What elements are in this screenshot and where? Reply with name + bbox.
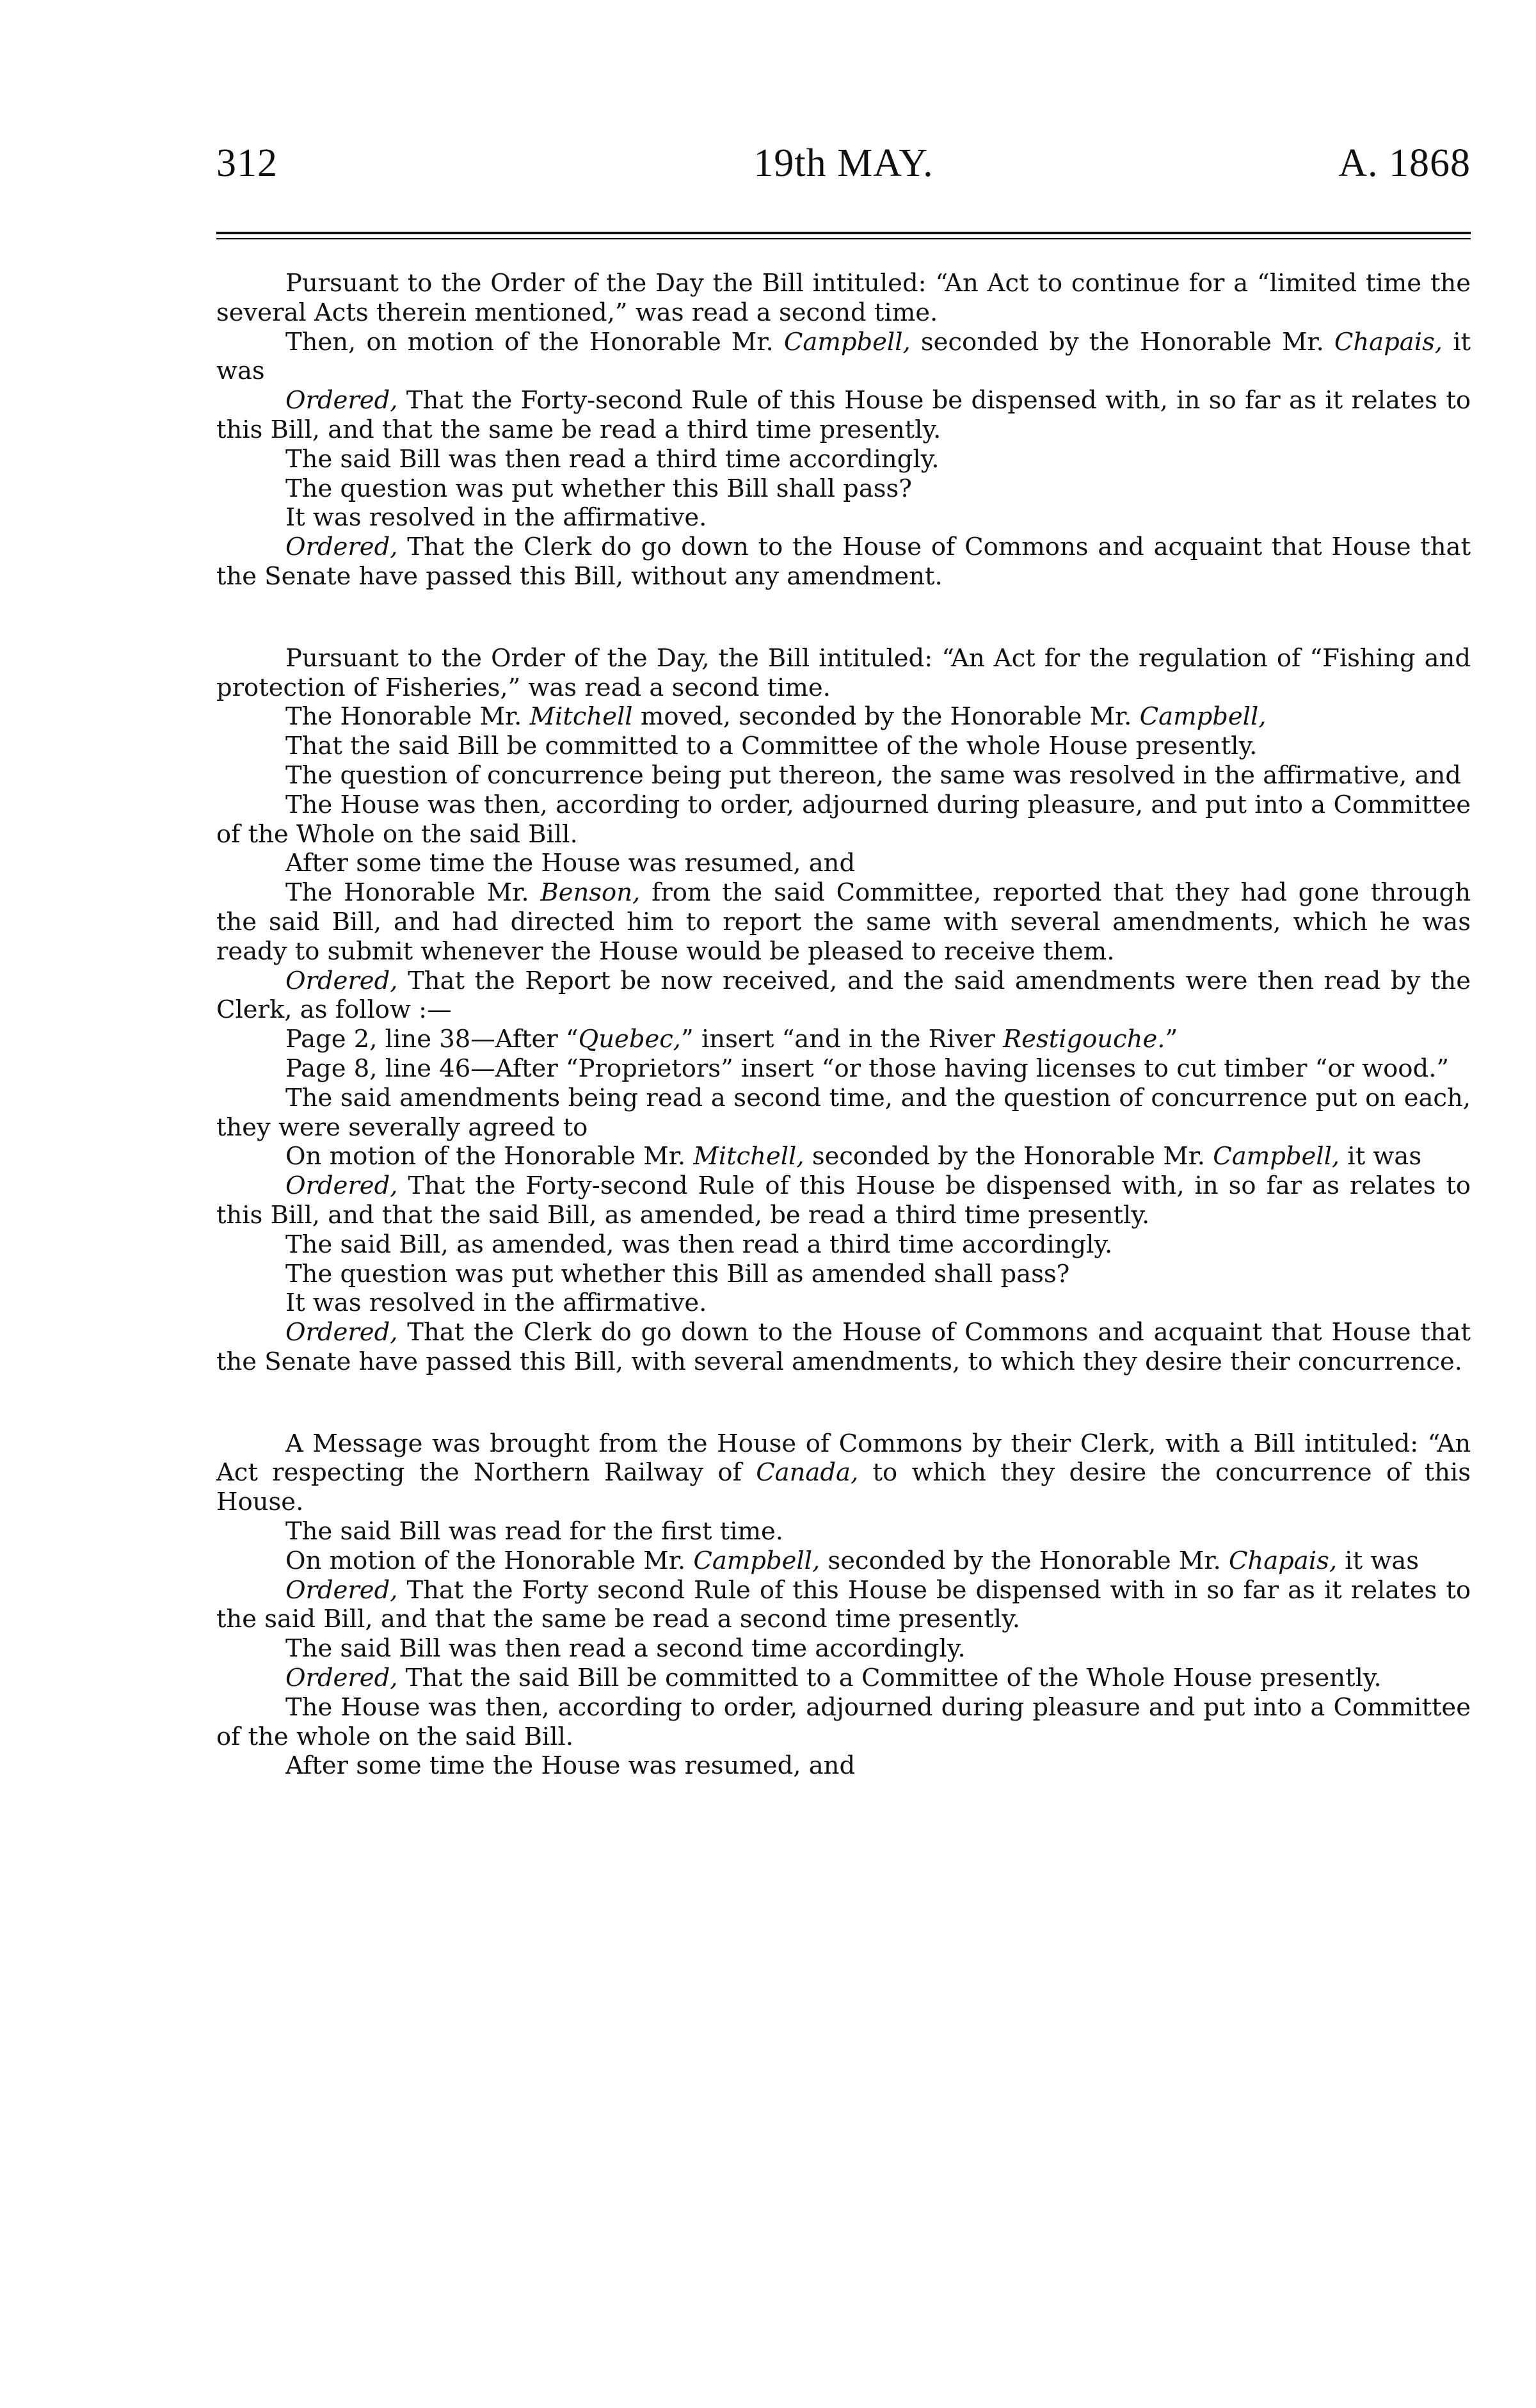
paragraph: The said Bill was then read a third time accordingly. bbox=[285, 444, 940, 474]
paragraph: Ordered, That the said Bill be committed to a Committee of the Whole House presently. bbox=[285, 1664, 1382, 1693]
paragraph: After some time the House was resumed, and bbox=[285, 1751, 856, 1781]
amendment: Page 8, line 46—After “Proprietors” insert “or those having licenses to cut timber “or wood.” bbox=[285, 1054, 1450, 1083]
header-year: A. 1868 bbox=[1338, 141, 1471, 185]
paragraph: Pursuant to the Order of the Day, the Bill intituled: “An Act for the regulation of “Fishing and protection of Fisheries,” was read a second time. bbox=[216, 643, 1471, 702]
paragraph: The said Bill was read for the first time. bbox=[285, 1517, 784, 1546]
paragraph: On motion of the Honorable Mr. Mitchell, seconded by the Honorable Mr. Campbell, it was bbox=[285, 1142, 1422, 1171]
paragraph: The said Bill was then read a second time accordingly. bbox=[285, 1634, 966, 1664]
paragraph: The question of concurrence being put thereon, the same was resolved in the affirmative, and bbox=[285, 760, 1461, 790]
paragraph: Ordered, That the Clerk do go down to the House of Commons and acquaint that House that the Senate have passed this Bill, with several amendments, to which they desire their concurrence. bbox=[216, 1318, 1471, 1376]
header-rule-thick bbox=[216, 232, 1471, 234]
paragraph: The said amendments being read a second time, and the question of concurrence put on each, they were severally agreed to bbox=[216, 1083, 1471, 1142]
paragraph: Ordered, That the Report be now received, and the said amendments were then read by the Clerk, as follow :— bbox=[216, 966, 1471, 1025]
paragraph: Ordered, That the Forty second Rule of this House be dispensed with in so far as it relates to the said Bill, and that the same be read a second time presently. bbox=[216, 1575, 1471, 1634]
amendment: Page 2, line 38—After “Quebec,” insert “and in the River Restigouche.” bbox=[285, 1025, 1178, 1054]
paragraph: The House was then, according to order, adjourned during pleasure and put into a Committee of the whole on the said Bill. bbox=[216, 1692, 1471, 1751]
paragraph: The question was put whether this Bill as amended shall pass? bbox=[285, 1259, 1070, 1288]
paragraph: Pursuant to the Order of the Day the Bill intituled: “An Act to continue for a “limited time the several Acts therein mentioned,” was read a second time. bbox=[216, 269, 1471, 327]
header-rule-thin bbox=[216, 238, 1471, 239]
paragraph: After some time the House was resumed, and bbox=[285, 849, 856, 878]
paragraph: The Honorable Mr. Benson, from the said Committee, reported that they had gone through the said Bill, and had directed him to report the same with several amendments, which he was ready to submit whenever the House would be pleased to receive them. bbox=[216, 878, 1471, 966]
running-header bbox=[216, 141, 1471, 198]
paragraph: Ordered, That the Clerk do go down to the House of Commons and acquaint that House that the Senate have passed this Bill, without any amendment. bbox=[216, 533, 1471, 591]
paragraph: Ordered, That the Forty-second Rule of this House be dispensed with, in so far as it relates to this Bill, and that the same be read a third time presently. bbox=[216, 386, 1471, 444]
paragraph: Then, on motion of the Honorable Mr. Campbell, seconded by the Honorable Mr. Chapais, it was bbox=[216, 327, 1471, 386]
paragraph: On motion of the Honorable Mr. Campbell, seconded by the Honorable Mr. Chapais, it was bbox=[285, 1546, 1419, 1575]
paragraph: The said Bill, as amended, was then read a third time accordingly. bbox=[285, 1230, 1113, 1259]
paragraph: Ordered, That the Forty-second Rule of this House be dispensed with, in so far as relates to this Bill, and that the said Bill, as amended, be read a third time presently. bbox=[216, 1171, 1471, 1230]
paragraph: The House was then, according to order, adjourned during pleasure, and put into a Committee of the Whole on the said Bill. bbox=[216, 790, 1471, 849]
header-date: 19th MAY. bbox=[753, 141, 934, 185]
paragraph: A Message was brought from the House of Commons by their Clerk, with a Bill intituled: “An Act respecting the Northern Railway of Canada, to which they desire the concurrence of this House. bbox=[216, 1429, 1471, 1517]
paragraph: It was resolved in the affirmative. bbox=[285, 503, 707, 533]
page-body bbox=[216, 269, 1471, 1781]
paragraph: The question was put whether this Bill shall pass? bbox=[285, 474, 912, 503]
paragraph: The Honorable Mr. Mitchell moved, seconded by the Honorable Mr. Campbell, bbox=[285, 702, 1267, 732]
paragraph: That the said Bill be committed to a Committee of the whole House presently. bbox=[285, 732, 1258, 761]
page-number: 312 bbox=[216, 141, 278, 185]
paragraph: It was resolved in the affirmative. bbox=[285, 1288, 707, 1318]
